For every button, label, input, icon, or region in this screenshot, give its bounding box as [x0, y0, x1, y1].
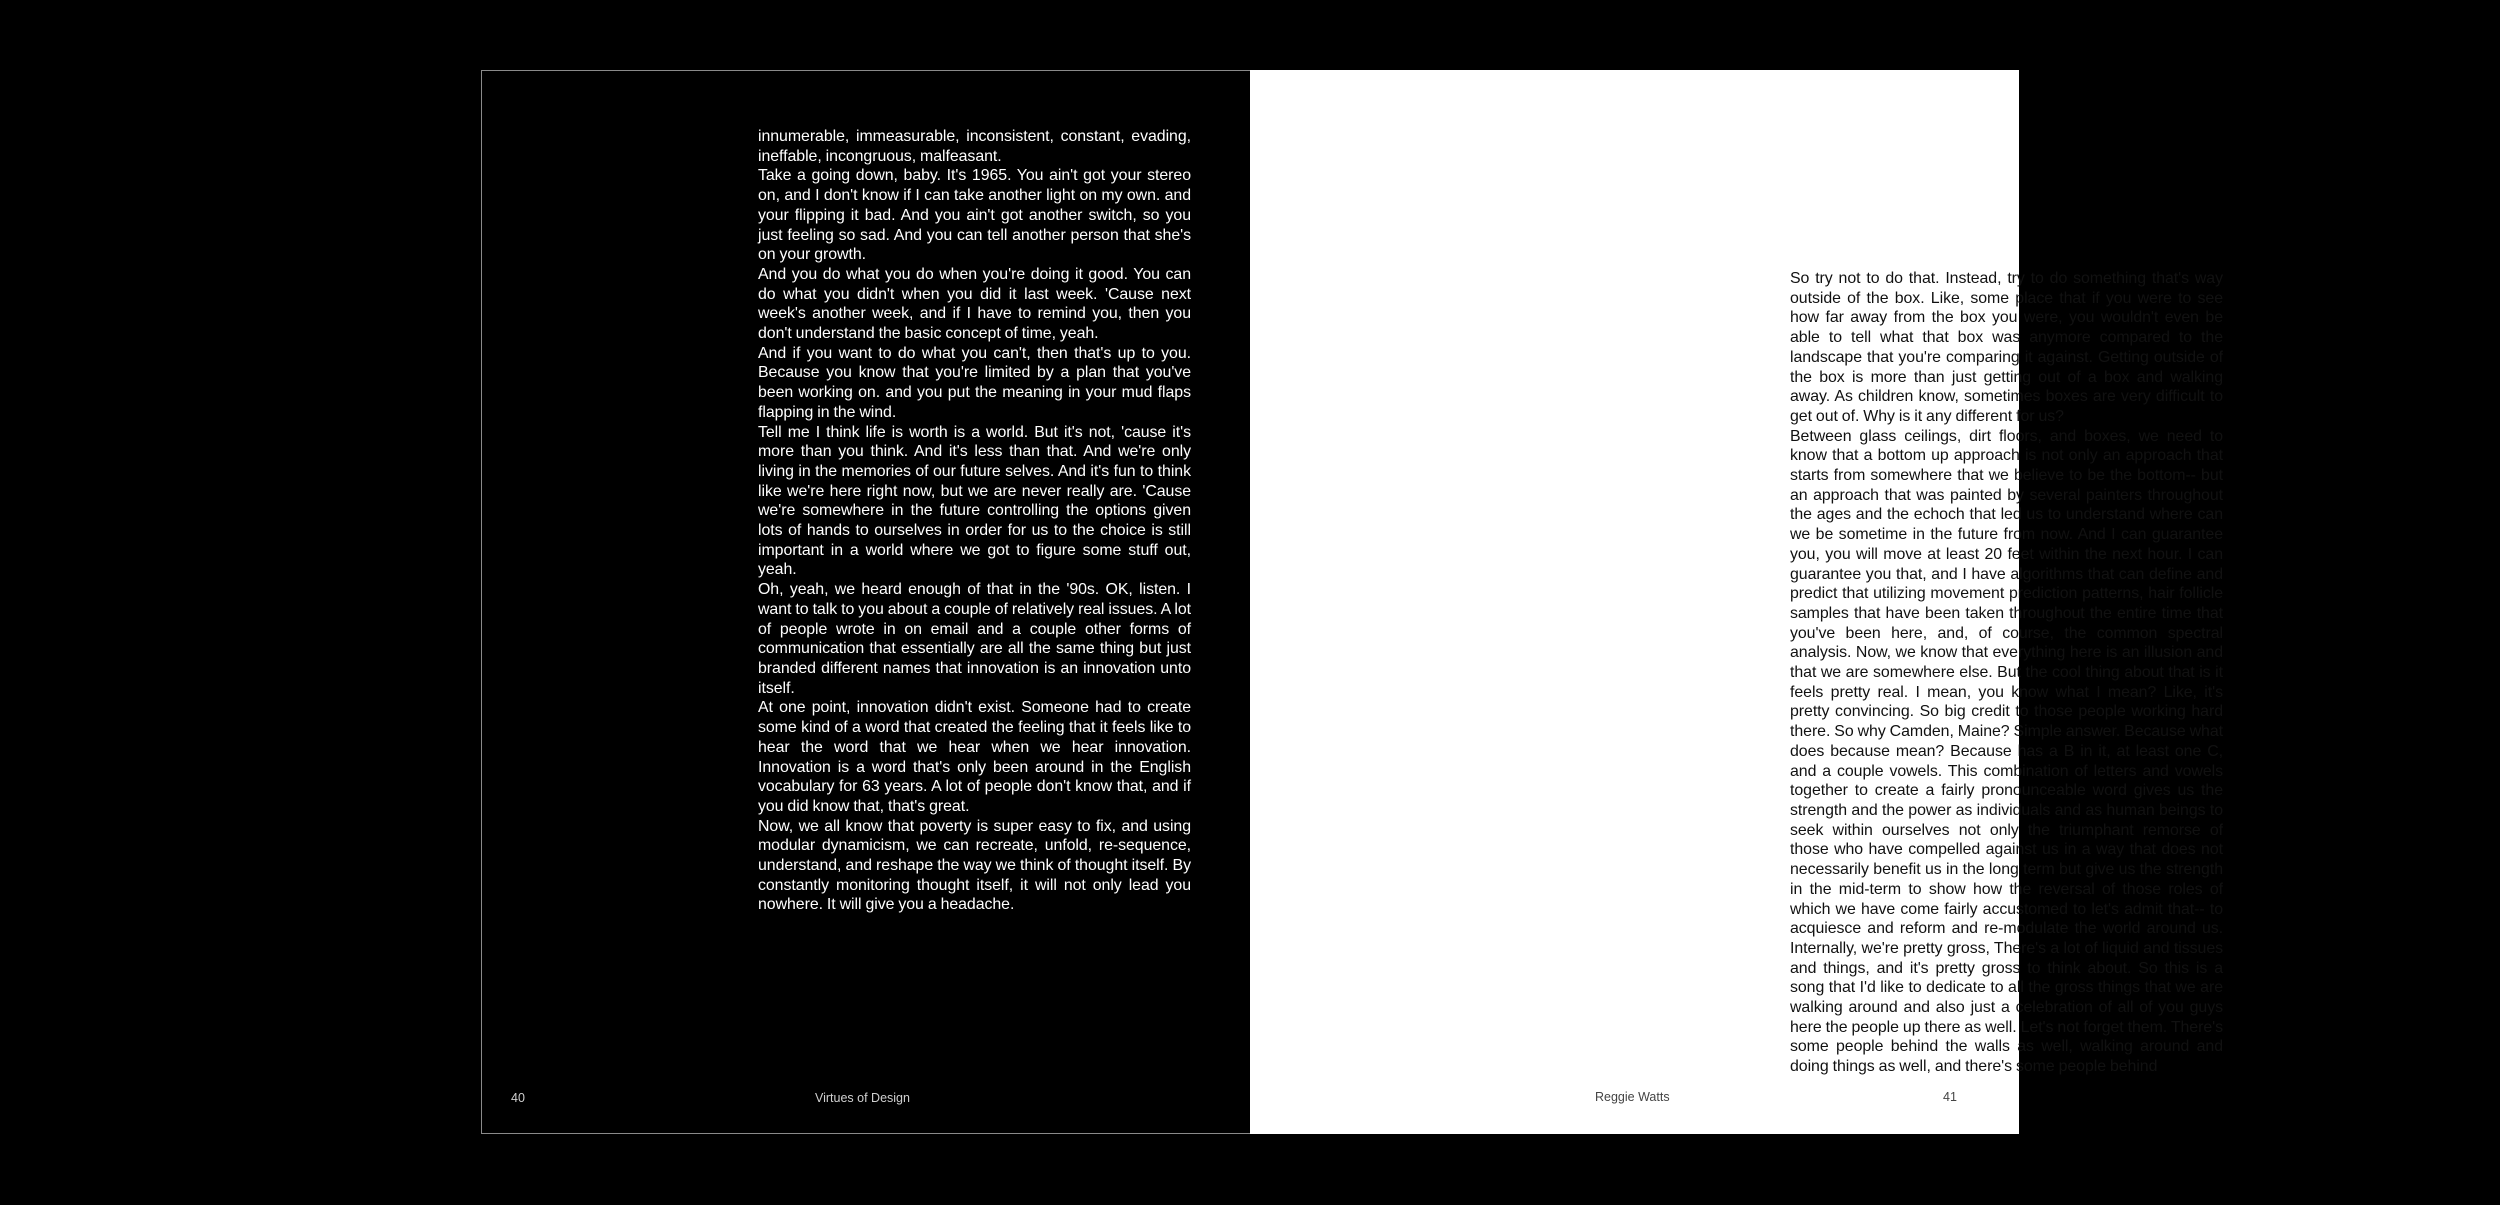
body-paragraph: Between glass ceilings, dirt floors, and boxes, we need to know that a bottom up approach is not only an approach that starts from somewhere that we believe to be the bottom-- but an approach that was painted by several painters throughout the ages and the echoch that led us to understand where can we be sometime in the future from now. And I can guarantee you, you will move at least 20 feet within the next hour. I can guarantee you that, and I have algorithms that can define and predict that utilizing movement prediction patterns, hair follicle samples that have been taken throughout the entire time that you've been here, and, of course, the common spectral analysis. Now, we know that everything here is an illusion and that we are somewhere else. But the cool thing about that is it feels pretty real. I mean, you know what I mean? Like, it's pretty convincing. So big credit to those people working hard there. So why Camden, Maine? Simple answer. Because what does because mean? Because has a B in it, at least one C, and a couple vowels. This combination of letters and vowels together to create a fairly pronounceable word gives us the strength and the power as individuals and as human beings to seek within ourselves not only the triumphant remorse of those who have compelled against us in a way that does not necessarily benefit us in the long term but give us the strength in the mid-term to show how the reversal of those roles of which we have come fairly accustomed to let's admit that-- to acquiesce and reform and re-modulate the world around us. Internally, we're pretty gross, There's a lot of liquid and tissues and things, and it's pretty gross to think about. So this is a song that I'd like to dedicate to all the gross things that we are walking around and also just a celebration of all of you guys here the people up there as well. Let's not forget them. There's some people behind the walls as well, walking around and doing things as well, and there's some people behind: [1790, 427, 2223, 1076]
right-page-body-text: [1790, 269, 2223, 1077]
body-paragraph: So try not to do that. Instead, try to do something that's way outside of the box. Like, some place that if you were to see how far away from the box you were, you wouldn't even be able to tell what that box was anymore compared to the landscape that you're comparing it against. Getting outside of the box is more than just getting out of a box and walking away. As children know, sometimes boxes are very difficult to get out of. Why is it any different for us?: [1790, 270, 2223, 425]
body-paragraph: Now, we all know that poverty is super easy to fix, and using modular dynamicism, we can recreate, unfold, re-sequence, understand, and reshape the way we think of thought itself. By constantly monitoring thought itself, it will not only lead you nowhere. It will give you a headache.: [758, 817, 1191, 914]
right-running-title: Reggie Watts: [1595, 1090, 1670, 1104]
body-paragraph: And if you want to do what you can't, then that's up to you. Because you know that you're limited by a plan that you've been working on. and you put the meaning in your mud flaps flapping in the wind.: [758, 344, 1191, 421]
left-running-title: Virtues of Design: [815, 1091, 910, 1105]
body-paragraph: Tell me I think life is worth is a world. But it's not, 'cause it's more than you think. And it's less than that. And we're only living in the memories of our future selves. And it's fun to think like we're here right now, but we are never really are. 'Cause we're somewhere in the future controlling the options given lots of hands to ourselves in order for us to the choice is still important in a world where we got to figure some stuff out, yeah.: [758, 423, 1191, 579]
right-page: [1250, 70, 2223, 1134]
body-paragraph: At one point, innovation didn't exist. Someone had to create some kind of a word that created the feeling that it feels like to hear the word that we hear when we hear innovation. Innovation is a word that's only been around in the English vocabulary for 63 years. A lot of people don't know that, and if you did know that, that's great.: [758, 699, 1191, 815]
left-page: [481, 70, 1250, 1134]
book-spread: [481, 70, 2223, 1134]
left-page-body-text: [758, 127, 1191, 915]
body-paragraph: innumerable, immeasurable, inconsistent, constant, evading, ineffable, incongruous, malfeasant.: [758, 128, 1191, 165]
body-paragraph: Oh, yeah, we heard enough of that in the '90s. OK, listen. I want to talk to you about a couple of relatively real issues. A lot of people wrote in on email and a couple other forms of communication that essentially are all the same thing but just branded different names that innovation is an innovation unto itself.: [758, 581, 1191, 697]
right-page-number: 41: [1943, 1090, 1957, 1104]
body-paragraph: Take a going down, baby. It's 1965. You ain't got your stereo on, and I don't know if I can take another light on my own. and your flipping it bad. And you ain't got another switch, so you just feeling so sad. And you can tell another person that she's on your growth.: [758, 167, 1191, 264]
left-page-number: 40: [511, 1091, 525, 1105]
body-paragraph: And you do what you do when you're doing it good. You can do what you didn't when you did it last week. 'Cause next week's another week, and if I have to remind you, then you don't understand the basic concept of time, yeah.: [758, 265, 1191, 343]
